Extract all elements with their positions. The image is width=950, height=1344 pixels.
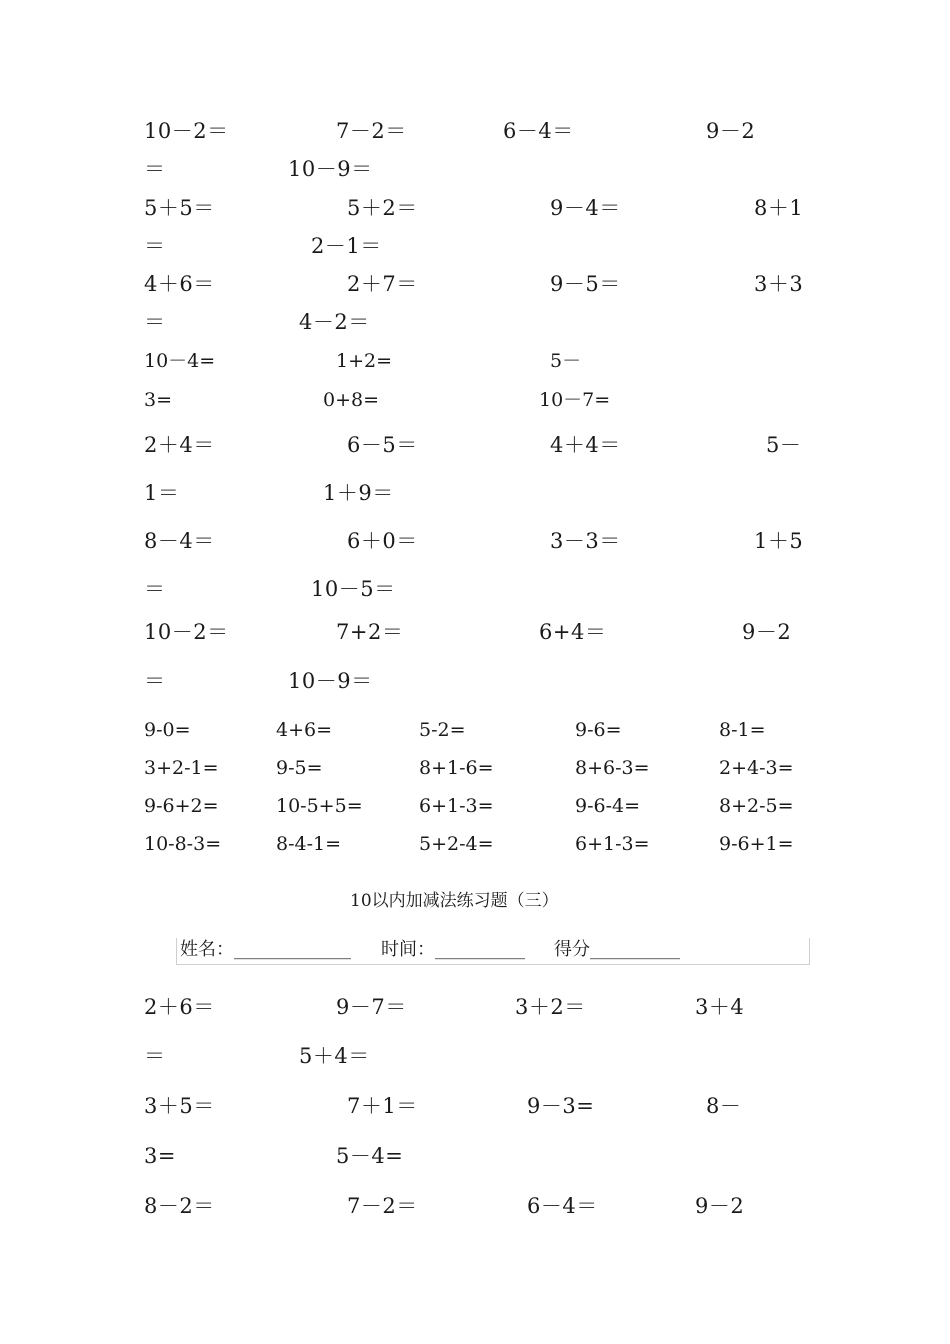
problem: 3＋4 [695,995,745,1019]
problem: ＝ [144,669,166,693]
problem: ＝ [144,310,166,334]
problem: ＝ [144,234,166,258]
grid-problem: 10-8-3= [144,833,222,855]
problem: 9－7＝ [336,995,407,1019]
problem: 10－7= [539,389,611,411]
problem: ＝ [144,157,166,181]
problem: 5－4= [336,1144,404,1168]
problem: 10－4= [144,350,216,372]
problem: 2－1＝ [311,234,382,258]
problem: 1＋5 [754,529,804,553]
problem: 2＋7＝ [347,272,418,296]
problem: 6－4＝ [503,119,574,143]
problem: 10－2＝ [144,119,229,143]
problem: 3= [144,1144,176,1168]
problem: 9－4＝ [550,196,621,220]
grid-problem: 5+2-4= [419,833,494,855]
time-field[interactable]: 时间：__________ [381,939,525,960]
problem: 5－ [766,433,802,457]
problem: 5＋5＝ [144,196,215,220]
problem: 9－2 [695,1194,745,1218]
grid-problem: 9-6= [575,719,622,741]
problem: 3＋2＝ [515,995,586,1019]
problem: 10－9＝ [288,669,373,693]
problem: 10－9＝ [288,157,373,181]
grid-problem: 9-0= [144,719,191,741]
problem: 8－ [706,1094,742,1118]
student-info-line [176,938,810,965]
grid-problem: 3+2-1= [144,757,219,779]
problem: ＝ [144,577,166,601]
grid-problem: 4+6= [276,719,333,741]
problem: 2＋6＝ [144,995,215,1019]
problem: 5－ [550,350,582,372]
problem: 3－3＝ [550,529,621,553]
problem: 0+8= [323,389,380,411]
section-title: 10以内加减法练习题（三） [350,891,559,911]
problem: 8－2＝ [144,1194,215,1218]
problem: 3＋5＝ [144,1094,215,1118]
problem: 4＋4＝ [550,433,621,457]
problem: 2＋4＝ [144,433,215,457]
problem: 6－4＝ [527,1194,598,1218]
problem: 9－2 [706,119,756,143]
problem: 6－5＝ [347,433,418,457]
problem: 4－2＝ [299,310,370,334]
grid-problem: 6+1-3= [419,795,494,817]
grid-problem: 8-1= [719,719,766,741]
problem: 4＋6＝ [144,272,215,296]
problem: 10－2＝ [144,620,229,644]
name-field[interactable]: 姓名：_____________ [180,939,351,960]
problem: 9－5＝ [550,272,621,296]
problem: 5＋4＝ [299,1044,370,1068]
problem: 7－2＝ [336,119,407,143]
grid-problem: 6+1-3= [575,833,650,855]
grid-problem: 5-2= [419,719,466,741]
problem: 5＋2＝ [347,196,418,220]
grid-problem: 8+6-3= [575,757,650,779]
problem: 6+4＝ [539,620,607,644]
grid-problem: 8-4-1= [276,833,342,855]
grid-problem: 9-6+1= [719,833,794,855]
problem: 7－2＝ [347,1194,418,1218]
problem: 7+2＝ [336,620,404,644]
problem: 9－2 [742,620,792,644]
problem: 1＋9＝ [323,481,394,505]
grid-problem: 8+1-6= [419,757,494,779]
grid-problem: 10-5+5= [276,795,363,817]
problem: 1＝ [144,481,180,505]
problem: 9－3= [527,1094,595,1118]
problem: 6＋0＝ [347,529,418,553]
problem: 7＋1＝ [347,1094,418,1118]
grid-problem: 8+2-5= [719,795,794,817]
problem: 3＋3 [754,272,804,296]
problem: 1+2= [336,350,393,372]
problem: 3= [144,389,173,411]
score-field[interactable]: 得分__________ [554,939,680,960]
problem: 10－5＝ [311,577,396,601]
problem: 8－4＝ [144,529,215,553]
problem: ＝ [144,1044,166,1068]
grid-problem: 9-6+2= [144,795,219,817]
grid-problem: 2+4-3= [719,757,794,779]
problem: 8＋1 [754,196,804,220]
grid-problem: 9-5= [276,757,323,779]
grid-problem: 9-6-4= [575,795,641,817]
